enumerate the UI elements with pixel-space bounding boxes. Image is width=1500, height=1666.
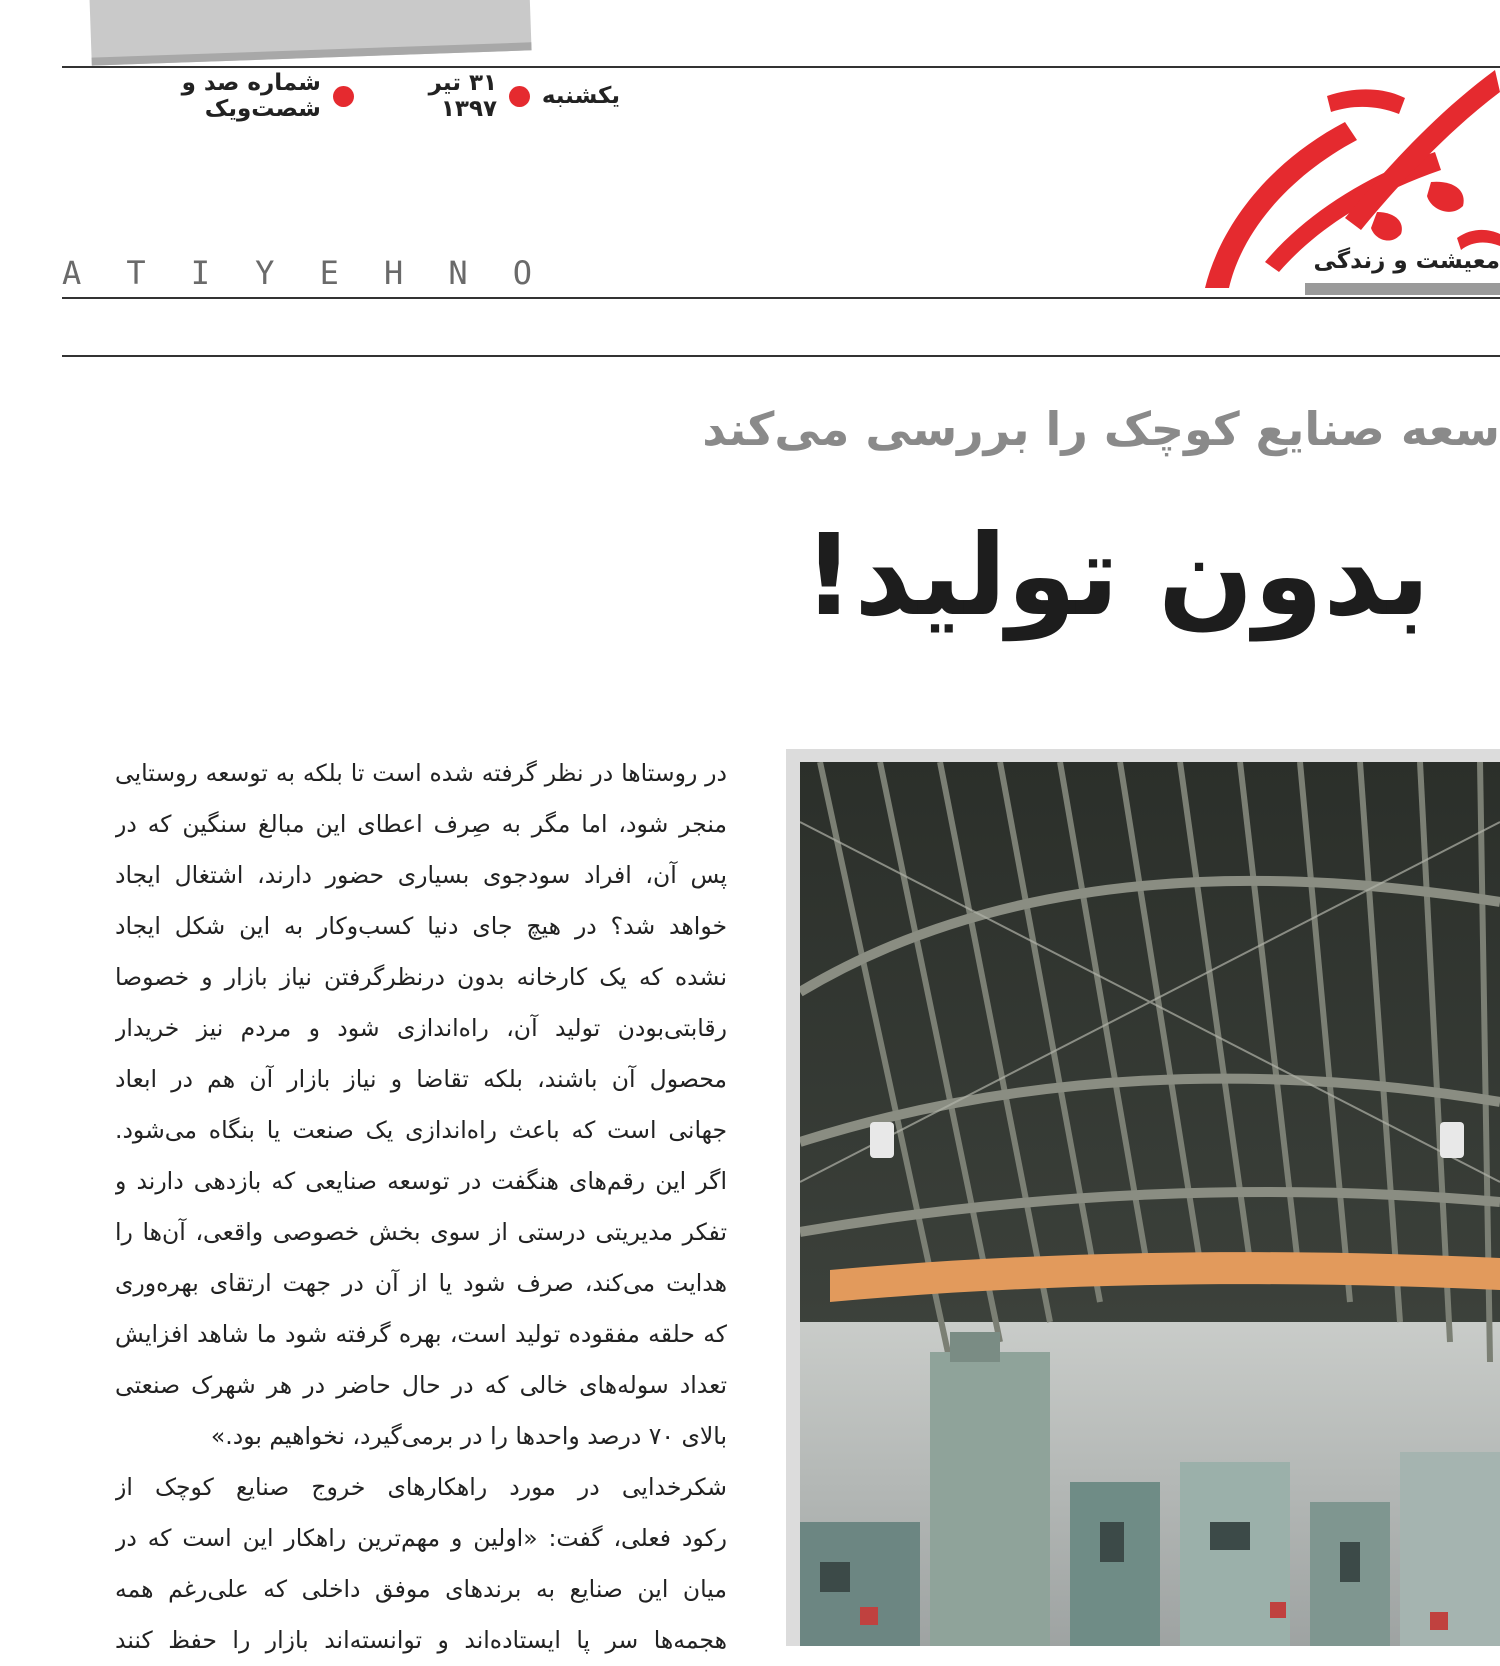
red-dot-icon (509, 86, 530, 107)
spaced-letters (62, 254, 532, 294)
spaced-letter: Y (255, 254, 275, 292)
article-line: در روستاها در نظر گرفته شده است تا بلکه به توسعه روستایی (115, 759, 727, 787)
spaced-letter: I (190, 254, 211, 292)
article-line: خواهد شد؟ در هیچ جای دنیا کسب‌وکار به این شکل ایجاد (115, 912, 727, 940)
spaced-letter: O (512, 254, 532, 292)
article-line: میان این صنایع به برندهای موفق داخلی که علی‌رغم همه (115, 1575, 727, 1603)
top-cropped-image (88, 0, 531, 66)
dateline (60, 70, 620, 122)
article-line: تعداد سوله‌های خالی که در حال حاضر در هر شهرک صنعتی (115, 1371, 727, 1399)
article-line: شکرخدایی در مورد راهکارهای خروج صنایع کوچک از (115, 1473, 727, 1501)
spaced-letter: E (319, 254, 339, 292)
article-line: نشده که یک کارخانه بدون درنظرگرفتن نیاز بازار و خصوصا (115, 963, 727, 991)
article-kicker: سعه صنایع کوچک را بررسی می‌کند (702, 402, 1500, 456)
article-line: رقابتی‌بودن تولید آن، راه‌اندازی شود و مردم نیز خریدار (115, 1014, 727, 1042)
red-dot-icon (333, 86, 354, 107)
spaced-letter: A (62, 254, 82, 292)
dateline-date: ۳۱ تیر ۱۳۹۷ (428, 70, 498, 122)
masthead-tagline: معیشت و زندگی (1313, 248, 1500, 274)
article-headline: بدون تولید! (803, 511, 1430, 641)
dateline-issue: شماره صد و شصت‌ویک (181, 70, 321, 122)
article-line: که حلقه مفقوده تولید است، بهره گرفته شود ما شاهد افزایش (115, 1320, 727, 1348)
section-rule (62, 355, 1500, 357)
article-line: اگر این رقم‌های هنگفت در توسعه صنایعی که بازدهی دارند و (115, 1167, 727, 1195)
article-line: پس آن، افراد سودجوی بسیاری حضور دارند، اشتغال ایجاد (115, 861, 727, 889)
article-line: محصول آن باشند، بلکه تقاضا و نیاز بازار آن هم در ابعاد (115, 1065, 727, 1093)
spaced-letter: H (383, 254, 404, 292)
article-line: جهانی است که باعث راه‌اندازی یک صنعت یا بنگاه می‌شود. (115, 1116, 727, 1144)
article-line: رکود فعلی، گفت: «اولین و مهم‌ترین راهکار این است که در (115, 1524, 727, 1552)
masthead-gray-bar (1305, 283, 1500, 295)
article-body (115, 748, 727, 1666)
article-line: هجمه‌ها سر پا ایستاده‌اند و توانسته‌اند بازار را حفظ کنند (115, 1626, 727, 1654)
article-line: هدایت می‌کند، صرف شود یا از آن در جهت ارتقای بهره‌وری (115, 1269, 727, 1297)
spaced-letter: T (126, 254, 146, 292)
article-line: تفکر مدیریتی درستی از سوی بخش خصوصی واقعی، آن‌ها را (115, 1218, 727, 1246)
article-line: منجر شود، اما مگر به صِرف اعطای این مبالغ سنگین که در (115, 810, 727, 838)
factory-photo (800, 762, 1500, 1646)
article-line: بالای ۷۰ درصد واحدها را در برمی‌گیرد، نخواهیم بود.» (210, 1422, 727, 1450)
dateline-day: یکشنبه (541, 83, 620, 109)
spaced-letter: N (448, 254, 468, 292)
